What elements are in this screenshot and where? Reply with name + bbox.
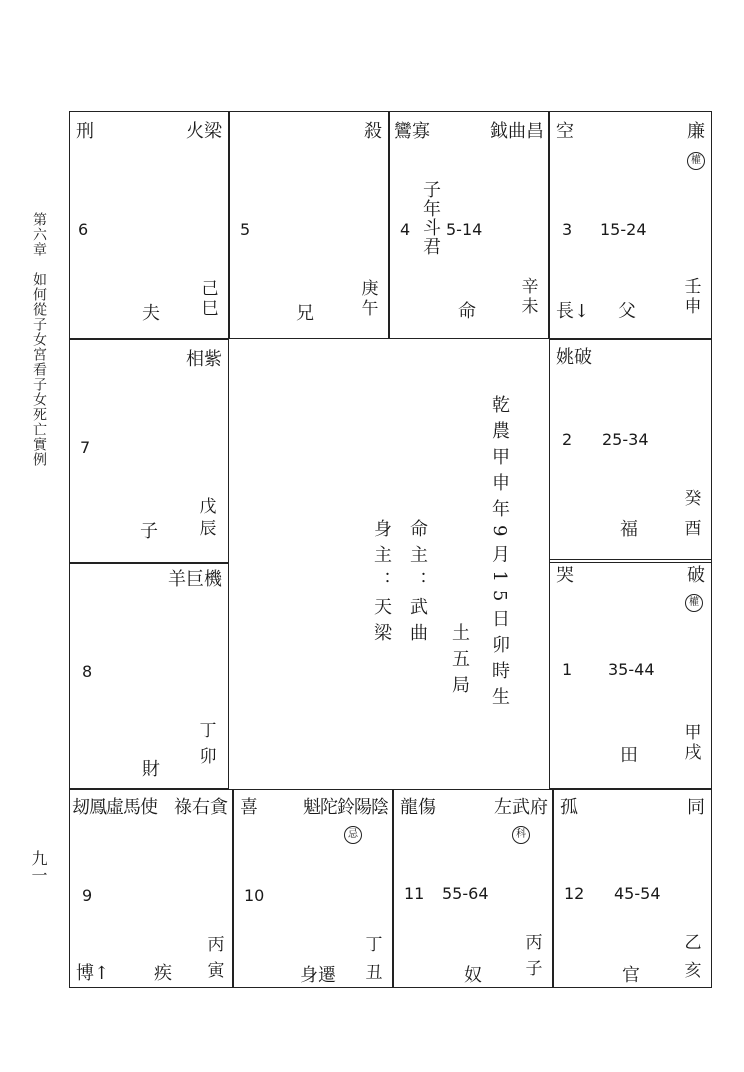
palace-name: 身遷 [300, 965, 336, 986]
palace-si [69, 111, 229, 339]
stars-left: 姚破 [556, 347, 592, 368]
ming-zhu: 命主：武曲 [407, 519, 428, 649]
palace-number: 11 [404, 884, 425, 903]
stem-bottom: 卯 [199, 747, 217, 767]
ziwei-chart [69, 111, 712, 988]
palace-hai [553, 789, 712, 988]
palace-number: 12 [564, 884, 585, 903]
quan-mark-icon: 權 [687, 152, 705, 170]
stars-left: 鸞寡 [394, 121, 430, 142]
palace-name: 奴 [464, 965, 482, 986]
stem-bottom: 酉 [684, 519, 702, 539]
chart-center [229, 339, 549, 789]
palace-number: 4 [400, 220, 411, 239]
stem-bottom: 申 [684, 297, 702, 317]
birth-info: 乾農甲申年9月15日卯時生 [489, 395, 510, 714]
palace-name: 父 [618, 301, 636, 322]
palace-number: 1 [562, 660, 573, 679]
shen-zhu: 身主：天梁 [371, 519, 392, 649]
age-range: 25-34 [602, 430, 649, 449]
quan-mark-icon: 權 [685, 594, 703, 612]
da-xian-marker: 博↑ [76, 963, 110, 984]
stars-left: 龍傷 [400, 797, 436, 818]
element-bureau: 土五局 [449, 623, 470, 701]
palace-number: 8 [82, 662, 93, 681]
stem-bottom: 戌 [684, 743, 702, 763]
palace-name: 官 [622, 965, 640, 986]
palace-number: 10 [244, 886, 265, 905]
stem-bottom: 未 [521, 297, 539, 317]
palace-name: 命 [458, 301, 476, 322]
dou-jun-note: 子年斗君 [420, 180, 441, 256]
palace-wei [389, 111, 549, 339]
stem-bottom: 寅 [207, 961, 225, 981]
stars-right: 羊巨機 [168, 569, 222, 590]
stars-right: 左武府 [494, 797, 548, 818]
stem-bottom: 巳 [201, 299, 219, 319]
stars-right: 魁陀鈴陽陰 [303, 797, 388, 818]
palace-yin [69, 789, 233, 988]
palace-chou [233, 789, 393, 988]
stars-right: 同 [687, 797, 705, 818]
stem-top: 癸 [684, 489, 702, 509]
stars-right: 破 [687, 565, 705, 586]
palace-chen [69, 339, 229, 563]
stars-left: 刼鳳虛馬使 [72, 797, 157, 818]
stem-bottom: 丑 [365, 963, 383, 983]
age-range: 5-14 [446, 220, 483, 239]
age-range: 15-24 [600, 220, 647, 239]
age-range: 35-44 [608, 660, 655, 679]
palace-you [549, 339, 712, 563]
chapter-side-text: 第六章 如何從子女宮看子女死亡實例 [31, 212, 47, 467]
stars-right: 相紫 [186, 349, 222, 370]
palace-wu [229, 111, 389, 339]
palace-name: 兄 [296, 303, 314, 324]
stars-left: 空 [556, 121, 574, 142]
age-range: 45-54 [614, 884, 661, 903]
ke-mark-icon: 科 [512, 826, 530, 844]
stem-top: 庚 [361, 279, 379, 299]
stars-right: 鉞曲昌 [490, 121, 544, 142]
stem-top: 乙 [684, 933, 702, 953]
stars-left: 刑 [76, 121, 94, 142]
stem-top: 丙 [207, 935, 225, 955]
palace-mao [69, 563, 229, 789]
stem-bottom: 亥 [684, 961, 702, 981]
stars-left: 喜 [240, 797, 258, 818]
palace-number: 9 [82, 886, 93, 905]
palace-number: 3 [562, 220, 573, 239]
stars-right: 殺 [364, 121, 382, 142]
palace-name: 福 [620, 519, 638, 540]
stars-left: 孤 [560, 797, 578, 818]
palace-name: 財 [142, 759, 160, 780]
palace-name: 子 [140, 521, 158, 542]
palace-number: 5 [240, 220, 251, 239]
palace-number: 2 [562, 430, 573, 449]
da-xian-marker: 長↓ [556, 301, 590, 322]
palace-name: 疾 [154, 963, 172, 984]
stars-right: 祿右貪 [174, 797, 228, 818]
stem-bottom: 辰 [199, 519, 217, 539]
stem-bottom: 午 [361, 299, 379, 319]
page-number: 九一 [29, 850, 48, 884]
stem-top: 甲 [684, 723, 702, 743]
ji-mark-icon: 忌 [344, 826, 362, 844]
stem-top: 壬 [684, 277, 702, 297]
palace-name: 田 [620, 745, 638, 766]
stem-top: 丁 [365, 935, 383, 955]
stars-right: 廉 [687, 121, 705, 142]
palace-xu [549, 559, 712, 789]
stem-top: 丙 [525, 933, 543, 953]
stem-bottom: 子 [525, 959, 543, 979]
stem-top: 戊 [199, 497, 217, 517]
stem-top: 己 [201, 279, 219, 299]
stars-right: 火梁 [186, 121, 222, 142]
palace-number: 7 [80, 438, 91, 457]
stars-left: 哭 [556, 565, 574, 586]
stem-top: 辛 [521, 277, 539, 297]
stem-top: 丁 [199, 721, 217, 741]
palace-number: 6 [78, 220, 89, 239]
palace-name: 夫 [142, 303, 160, 324]
palace-shen [549, 111, 712, 339]
age-range: 55-64 [442, 884, 489, 903]
palace-zi [393, 789, 553, 988]
